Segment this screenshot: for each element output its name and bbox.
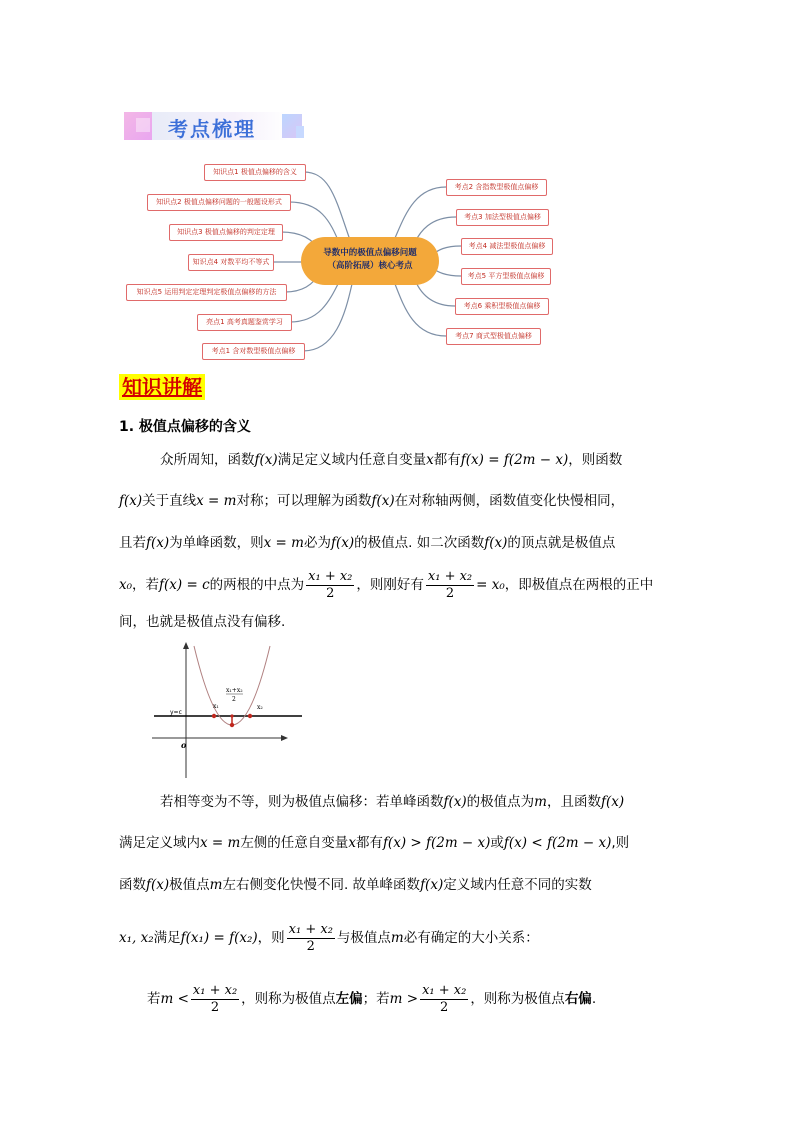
- math: f(x): [146, 535, 170, 551]
- para1-line1: [160, 450, 622, 470]
- text: 都有: [355, 835, 383, 851]
- para1-line2: [119, 491, 624, 511]
- fraction-midpoint-5: [420, 983, 468, 1016]
- math: f(x) = c: [159, 577, 210, 593]
- para2-line1: [160, 792, 624, 812]
- mindmap-node-right-6: 考点7 商式型极值点偏移: [446, 328, 541, 345]
- text: ，则刚好有: [356, 577, 424, 593]
- math: = x₀: [476, 577, 505, 593]
- text: 函数: [119, 877, 146, 893]
- math: f(x): [146, 877, 170, 893]
- text: 满足: [153, 930, 181, 946]
- point-midpoint: [230, 714, 233, 717]
- center-line-2: （高阶拓展）核心考点: [327, 261, 413, 271]
- text: 极值点: [169, 877, 210, 893]
- label-x2: x₂: [257, 704, 263, 711]
- math: x: [348, 835, 356, 851]
- mindmap-branches: [0, 0, 794, 360]
- text: .: [591, 991, 597, 1007]
- text: ，即极值点在两根的正中: [504, 577, 654, 593]
- fraction-midpoint-3: [287, 922, 335, 955]
- text: 且若: [119, 535, 146, 551]
- label-mid-den: 2: [232, 696, 236, 703]
- text: ，则称为极值点: [470, 991, 565, 1007]
- fraction-numerator: x₁ + x₂: [422, 982, 467, 998]
- mindmap-node-right-4: 考点5 平方型极值点偏移: [461, 268, 551, 285]
- mindmap-node-left-2: 知识点2 极值点偏移问题的一般题设形式: [147, 194, 291, 211]
- text: 的极值点为: [466, 794, 535, 810]
- text: 左右侧变化快慢不同. 故单峰函数: [222, 877, 421, 893]
- math: x = m: [263, 535, 304, 551]
- math: f(x): [420, 877, 444, 893]
- text: 满足定义域内: [119, 835, 200, 851]
- math: m: [209, 877, 223, 893]
- math: x: [426, 452, 434, 468]
- text: 在对称轴两侧，函数值变化快慢相同，: [394, 493, 625, 509]
- math: f(x): [254, 452, 278, 468]
- math: x₁, x₂: [119, 930, 154, 946]
- para2-line4: [119, 921, 539, 955]
- fraction-numerator: x₁ + x₂: [427, 568, 473, 584]
- math: m <: [160, 991, 189, 1007]
- label-mid-num: x₁+x₂: [226, 687, 243, 694]
- label-yc: y=c: [170, 709, 182, 716]
- mindmap-node-right-3: 考点4 减法型极值点偏移: [461, 238, 553, 255]
- para1-line5: 间，也就是极值点没有偏移.: [119, 614, 286, 630]
- mindmap-node-right-1: 考点2 含指数型极值点偏移: [446, 179, 547, 196]
- math: f(x) > f(2m − x): [382, 835, 491, 851]
- text: 左侧的任意自变量: [240, 835, 349, 851]
- para2-line5: [147, 982, 596, 1016]
- text: 若相等变为不等，则为极值点偏移：若单峰函数: [160, 794, 444, 810]
- branch-left-6: [290, 280, 340, 322]
- mindmap-node-left-3: 知识点3 极值点偏移的判定定理: [169, 224, 283, 241]
- math: f(x₁) = f(x₂): [180, 930, 258, 946]
- fraction-midpoint-2: [426, 569, 474, 602]
- branch-right-6: [395, 284, 446, 336]
- para1-line3: [119, 533, 615, 553]
- text: 众所周知，函数: [160, 452, 255, 468]
- text: 必有确定的大小关系：: [403, 930, 539, 946]
- math: x = m: [196, 493, 237, 509]
- math: f(x): [119, 493, 143, 509]
- fraction-numerator: x₁ + x₂: [288, 921, 333, 937]
- math: m: [534, 794, 547, 810]
- mindmap-node-left-7: 考点1 含对数型极值点偏移: [202, 343, 305, 360]
- text: ,则: [611, 835, 630, 851]
- bold-term-left: 左偏: [335, 991, 363, 1007]
- fraction-denominator: 2: [445, 585, 455, 601]
- text: ；若: [362, 991, 390, 1007]
- text: 关于直线: [142, 493, 197, 509]
- mindmap-node-left-5: 知识点5 运用判定定理判定极值点偏移的方法: [126, 284, 287, 301]
- para1-line4: [119, 568, 653, 602]
- text: 为单峰函数，则: [169, 535, 264, 551]
- para2-line2: [119, 833, 629, 853]
- math: m >: [389, 991, 419, 1007]
- text: ，则: [257, 930, 285, 946]
- point-x2: [248, 714, 252, 718]
- fraction-denominator: 2: [210, 999, 220, 1015]
- mindmap-node-left-6: 亮点1 高考真题鉴赏学习: [197, 314, 292, 331]
- text: 都有: [433, 452, 461, 468]
- mindmap-center-node: [301, 237, 439, 285]
- fraction-midpoint: [306, 569, 354, 602]
- text: ，且函数: [546, 794, 601, 810]
- x-axis-arrow: [281, 735, 288, 741]
- math: f(x): [330, 535, 355, 551]
- branch-right-1: [395, 187, 446, 238]
- text: ，则函数: [568, 452, 623, 468]
- y-axis-arrow: [183, 642, 189, 649]
- text: 若: [147, 991, 161, 1007]
- mindmap-node-left-1: 知识点1 极值点偏移的含义: [204, 164, 306, 181]
- subsection-heading: 1. 极值点偏移的含义: [119, 419, 251, 435]
- math: x = m: [200, 835, 241, 851]
- text: ，若: [132, 577, 160, 593]
- fraction-denominator: 2: [306, 938, 315, 954]
- text: 对称；可以理解为函数: [236, 493, 372, 509]
- text: 与极值点: [336, 930, 391, 946]
- math: f(x): [371, 493, 395, 509]
- math: f(x): [600, 794, 625, 810]
- para2-line3: [119, 875, 592, 895]
- math: f(x) = f(2m − x): [460, 452, 569, 468]
- point-x1: [212, 714, 216, 718]
- text: 的顶点就是极值点: [507, 535, 616, 551]
- parabola-curve: [194, 646, 270, 725]
- fraction-denominator: 2: [326, 585, 335, 601]
- fraction-numerator: x₁ + x₂: [192, 982, 238, 998]
- math: f(x) < f(2m − x): [503, 835, 612, 851]
- bold-term-right: 右偏: [564, 991, 592, 1007]
- mindmap-node-left-4: 知识点4 对数平均不等式: [188, 254, 274, 271]
- text: 定义域内任意不同的实数: [443, 877, 592, 893]
- center-line-1: 导数中的极值点偏移问题: [323, 248, 417, 258]
- text: 的极值点. 如二次函数: [354, 535, 485, 551]
- mindmap-node-right-5: 考点6 乘积型极值点偏移: [455, 298, 549, 315]
- parabola-figure: [150, 640, 310, 780]
- math: f(x): [443, 794, 467, 810]
- text: ，则称为极值点: [241, 991, 336, 1007]
- text: 的两根的中点为: [209, 577, 305, 593]
- math: m: [390, 930, 404, 946]
- math: x₀: [119, 577, 133, 593]
- text: 或: [490, 835, 504, 851]
- fraction-midpoint-4: [191, 983, 239, 1016]
- mindmap-node-right-2: 考点3 加法型极值点偏移: [456, 209, 549, 226]
- label-x1: x₁: [213, 703, 219, 710]
- label-origin: o: [181, 740, 187, 750]
- math: f(x): [484, 535, 508, 551]
- fraction-numerator: x₁ + x₂: [308, 568, 353, 584]
- text: 必为: [303, 535, 331, 551]
- banner-title: 考点梳理: [168, 117, 256, 141]
- fraction-denominator: 2: [440, 999, 449, 1015]
- section-heading: 知识讲解: [119, 374, 205, 400]
- text: 满足定义域内任意自变量: [277, 452, 427, 468]
